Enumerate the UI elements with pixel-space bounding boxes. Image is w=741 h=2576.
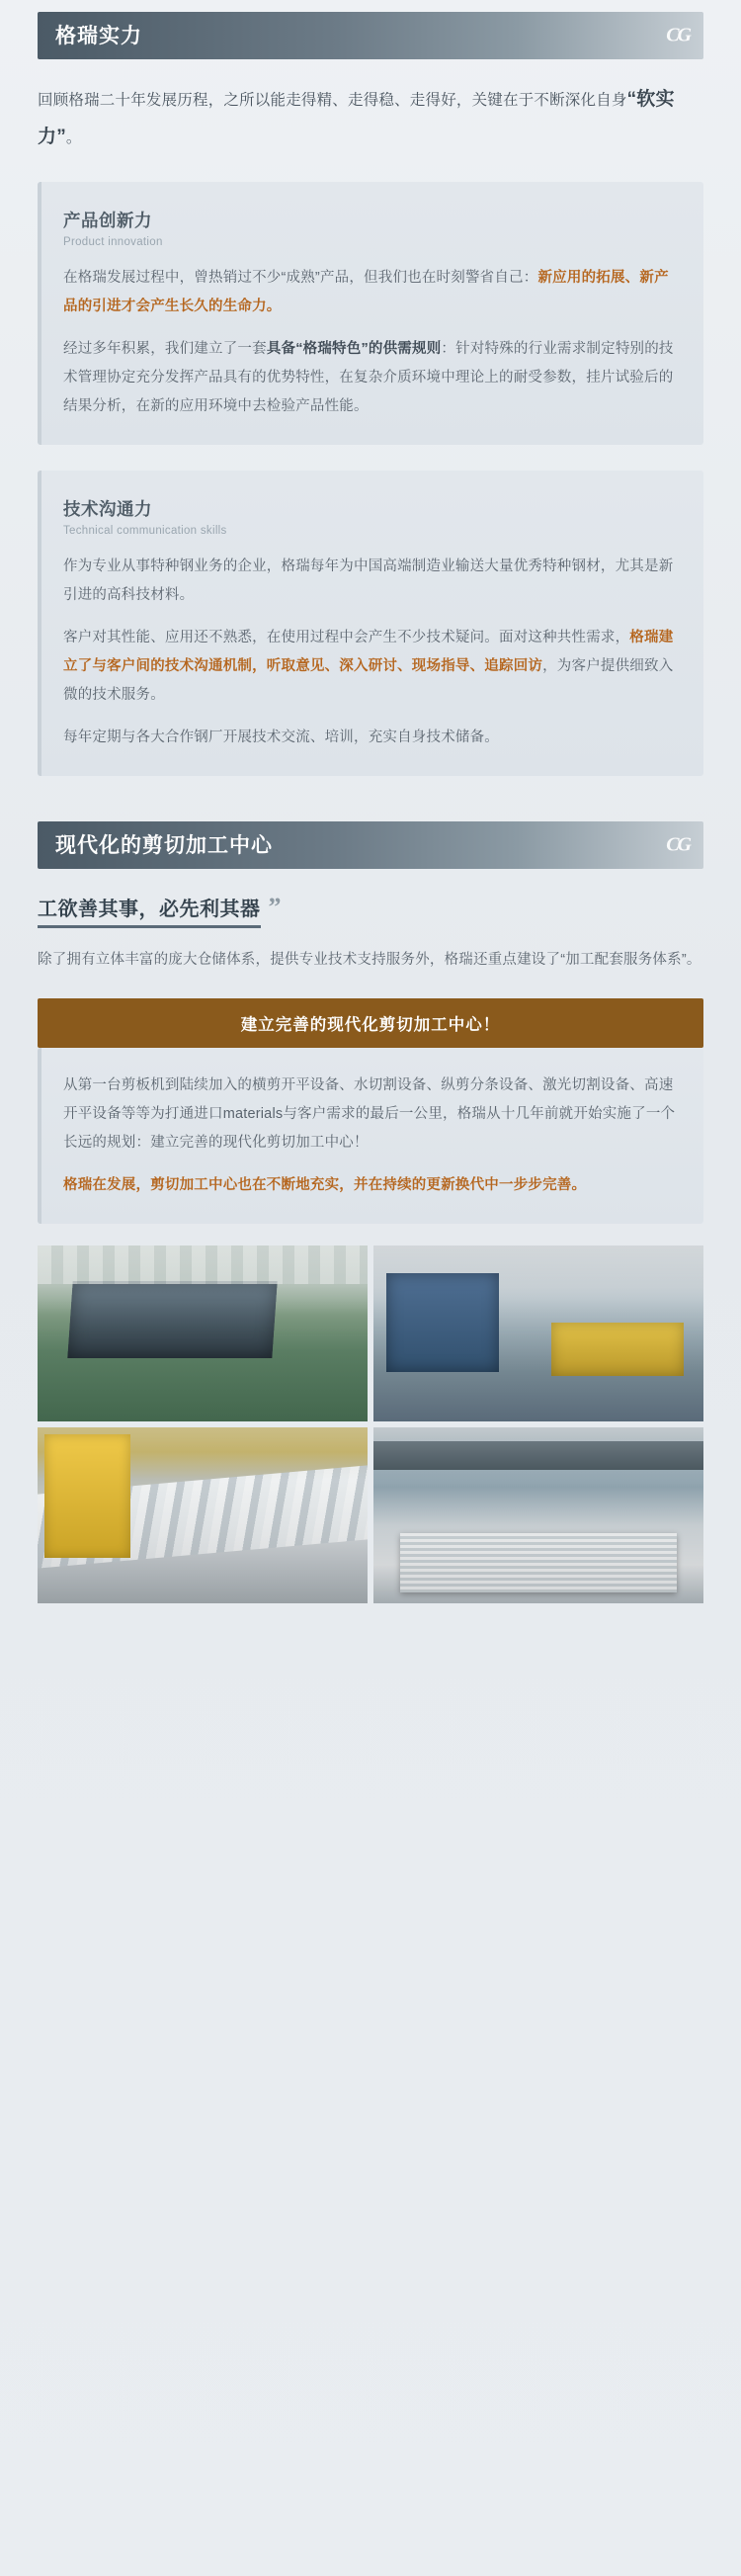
photo-overlay [38,1427,368,1603]
photo-slit-strips [38,1427,368,1603]
photo-sheet-stack [373,1427,703,1603]
intro-text-before: 回顾格瑞二十年发展历程，之所以能走得精、走得稳、走得好，关键在于不断深化自身 [38,92,627,109]
photo-coil-line [373,1245,703,1421]
section-title: 现代化的剪切加工中心 [55,833,273,857]
section-header-cutting-center [38,821,703,869]
card-paragraph [63,335,678,421]
card-paragraph [63,553,678,610]
card-cutting-center-detail [38,1048,703,1224]
section-header-strength [38,12,703,59]
intro-accent-text: “软实力” [38,89,675,147]
run-text: 作为专业从事特种钢业务的企业，格瑞每年为中国高端制造业输送大量优秀特种钢材，尤其是新引进的高科技材料。 [63,558,674,603]
run-text-emphasis: 具备“格瑞特色”的供需规则 [266,341,442,357]
run-text-highlight: 格瑞建立了与客户间的技术沟通机制，听取意见、深入研讨、现场指导、追踪回访 [63,630,674,674]
quote-text: 工欲善其事，必先利其器 [38,893,261,928]
card-title-cn: 技术沟通力 [63,499,152,519]
run-text: 在格瑞发展过程中，曾热销过不少“成熟”产品，但我们也在时刻警省自己： [63,270,538,286]
photo-overlay [373,1245,703,1421]
photo-caption [377,1408,425,1418]
card-paragraph [63,1072,678,1158]
card-paragraph [63,624,678,710]
photo-gallery [38,1245,703,1603]
photo-caption [41,1408,97,1418]
photo-overlay [38,1245,368,1421]
card-paragraph [63,264,678,321]
run-text: 客户对其性能、应用还不熟悉，在使用过程中会产生不少技术疑问。面对这种共性需求， [63,630,630,645]
card-product-innovation [38,182,703,445]
cg-logo-icon: CG [666,24,690,46]
card-paragraph [63,724,678,752]
photo-shearing-line [38,1245,368,1421]
run-text-highlight: 格瑞在发展，剪切加工中心也在不断地充实，并在持续的更新换代中一步步完善。 [63,1177,587,1193]
run-text: 每年定期与各大合作钢厂开展技术交流、培训，充实自身技术储备。 [63,730,499,745]
card-title-en: Technical communication skills [63,525,227,537]
card-paragraph [63,1171,678,1200]
banner-cutting-center: 建立完善的现代化剪切加工中心！ [38,998,703,1048]
run-text: ，为客户提供细致入微的技术服务。 [63,658,674,703]
cg-logo-icon: CG [666,833,690,856]
section-body-paragraph: 除了拥有立体丰富的庞大仓储体系，提供专业技术支持服务外，格瑞还重点建设了“加工配套服务体系”。 [38,952,701,968]
run-text: 从第一台剪板机到陆续加入的横剪开平设备、水切割设备、纵剪分条设备、激光切割设备、高速开平设备等等为打通进口materials与客户需求的最后一公里，格瑞从十几年前就开始实施了一个长远的规划：建立完善的现代化剪切加工中心！ [63,1077,676,1151]
card-technical-communication [38,471,703,776]
photo-overlay [373,1427,703,1603]
intro-paragraph [38,81,703,156]
card-title-en: Product innovation [63,236,163,248]
card-title-cn: 产品创新力 [63,211,152,230]
quote-line [38,893,703,928]
run-text-highlight: 新应用的拓展、新产品的引进才会产生长久的生命力。 [63,270,669,314]
run-text: ：针对特殊的行业需求制定特别的技术管理协定充分发挥产品具有的优势特性，在复杂介质环境中理论上的耐受参数，挂片试验后的结果分析，在新的应用环境中去检验产品性能。 [63,341,674,414]
intro-text-after: 。 [65,129,82,146]
photo-caption [377,1589,425,1600]
photo-caption [41,1589,89,1600]
section-title: 格瑞实力 [55,24,142,47]
quote-mark-icon: ” [268,893,282,921]
run-text: 经过多年积累，我们建立了一套 [63,341,267,357]
